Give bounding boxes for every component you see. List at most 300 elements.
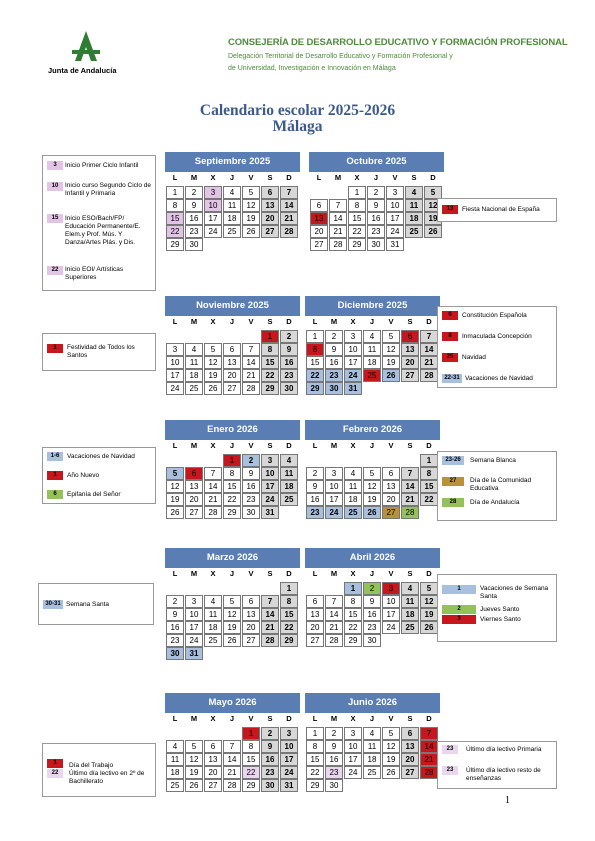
header-line-1: CONSEJERÍA DE DESARROLLO EDUCATIVO Y FORMACIÓN PROFESIONAL	[228, 37, 568, 48]
day-cell: 16	[261, 753, 279, 766]
day-cell: 31	[185, 647, 203, 660]
day-cell: 15	[344, 608, 362, 621]
legend-text: Inicio curso Segundo Ciclo de Infantil y Primaria	[65, 182, 151, 197]
day-name: X	[350, 714, 356, 723]
day-cell: 27	[401, 369, 419, 382]
legend-text: Día de la Comunidad Educativa	[470, 477, 532, 492]
month-header: Septiembre 2025	[165, 152, 300, 172]
day-cell: 10	[166, 356, 184, 369]
day-cell: 21	[325, 621, 343, 634]
legend-swatch: 1	[442, 585, 476, 594]
day-cell: 17	[344, 356, 362, 369]
day-name: J	[229, 714, 235, 723]
day-cell: 8	[223, 467, 241, 480]
legend-text: Inicio EOI/ Artísticas Superiores	[65, 266, 124, 281]
legend-text: Semana Blanca	[470, 457, 516, 464]
day-cell: 8	[344, 595, 362, 608]
day-cell: 5	[166, 467, 184, 480]
day-cell: 19	[185, 766, 203, 779]
day-cell: 10	[344, 740, 362, 753]
day-cell: 9	[280, 343, 298, 356]
legend-diciembre	[437, 306, 557, 388]
day-cell: 19	[204, 369, 222, 382]
page-number: 1	[505, 795, 510, 806]
day-cell: 1	[223, 454, 241, 467]
day-cell: 8	[242, 740, 260, 753]
day-cell: 15	[348, 212, 366, 225]
day-cell: 23	[325, 369, 343, 382]
day-cell: 27	[204, 779, 222, 792]
day-cell: 22	[166, 225, 184, 238]
day-cell: 16	[325, 356, 343, 369]
day-cell: 7	[420, 330, 438, 343]
day-cell: 27	[185, 506, 203, 519]
day-cell: 17	[166, 369, 184, 382]
day-cell: 5	[420, 582, 438, 595]
day-cell: 4	[280, 454, 298, 467]
day-cell: 2	[166, 595, 184, 608]
day-cell: 12	[382, 343, 400, 356]
day-cell: 19	[223, 621, 241, 634]
day-name: D	[430, 173, 436, 182]
day-cell: 22	[306, 766, 324, 779]
day-cell: 10	[185, 608, 203, 621]
day-name: S	[267, 714, 273, 723]
day-cell: 21	[204, 493, 222, 506]
day-cell: 1	[306, 727, 324, 740]
legend-swatch: 1-6	[47, 452, 63, 461]
day-cell: 5	[242, 186, 260, 199]
day-cell: 23	[280, 369, 298, 382]
day-cell: 22	[280, 621, 298, 634]
day-cell: 11	[344, 480, 362, 493]
day-cell: 9	[185, 199, 203, 212]
day-cell: 7	[261, 595, 279, 608]
day-cell: 25	[280, 493, 298, 506]
legend-text: Jueves Santo	[480, 606, 520, 613]
day-cell: 31	[344, 382, 362, 395]
day-cell: 20	[382, 493, 400, 506]
legend-octubre	[437, 198, 557, 222]
day-name: D	[286, 569, 292, 578]
day-cell: 17	[204, 212, 222, 225]
day-cell: 10	[382, 595, 400, 608]
month-header: Enero 2026	[165, 420, 300, 440]
day-cell: 27	[306, 634, 324, 647]
legend-swatch: 23	[442, 745, 458, 754]
legend-text: Semana Santa	[66, 601, 110, 608]
day-cell: 5	[424, 186, 442, 199]
day-cell: 30	[185, 238, 203, 251]
day-cell: 7	[242, 343, 260, 356]
day-name: S	[267, 173, 273, 182]
day-cell: 30	[280, 382, 298, 395]
day-name: S	[267, 441, 273, 450]
day-cell: 24	[185, 634, 203, 647]
day-cell: 26	[424, 225, 442, 238]
day-cell: 27	[261, 225, 279, 238]
day-cell: 7	[325, 595, 343, 608]
day-cell: 17	[382, 608, 400, 621]
day-cell: 30	[242, 506, 260, 519]
day-cell: 21	[261, 621, 279, 634]
day-cell: 8	[261, 343, 279, 356]
day-name: V	[248, 714, 254, 723]
day-cell: 16	[306, 493, 324, 506]
day-cell: 3	[280, 727, 298, 740]
day-cell: 28	[280, 225, 298, 238]
day-cell: 24	[204, 225, 222, 238]
day-cell: 30	[166, 647, 184, 660]
day-cell: 2	[280, 330, 298, 343]
day-cell: 5	[204, 343, 222, 356]
day-cell: 23	[261, 766, 279, 779]
day-cell: 24	[344, 369, 362, 382]
day-cell: 23	[166, 634, 184, 647]
day-name: V	[248, 441, 254, 450]
day-name: L	[312, 441, 318, 450]
day-cell: 14	[401, 480, 419, 493]
day-cell: 12	[363, 480, 381, 493]
legend-swatch: 6	[442, 311, 458, 320]
day-cell: 13	[204, 753, 222, 766]
day-cell: 26	[363, 506, 381, 519]
legend-junio	[437, 741, 557, 789]
day-name: S	[411, 173, 417, 182]
day-cell: 6	[401, 330, 419, 343]
day-cell: 15	[306, 356, 324, 369]
day-cell: 9	[325, 740, 343, 753]
day-cell: 3	[386, 186, 404, 199]
day-name: D	[426, 714, 432, 723]
day-cell: 29	[306, 779, 324, 792]
day-cell: 10	[204, 199, 222, 212]
day-cell: 30	[363, 634, 381, 647]
legend-text: Último día lectivo resto de enseñanzas	[466, 767, 541, 782]
day-cell: 1	[344, 582, 362, 595]
day-cell: 3	[325, 467, 343, 480]
day-name: D	[426, 569, 432, 578]
day-name: L	[312, 714, 318, 723]
day-cell: 1	[280, 582, 298, 595]
day-name: X	[210, 317, 216, 326]
day-cell: 20	[185, 493, 203, 506]
day-cell: 16	[185, 212, 203, 225]
day-cell: 28	[401, 506, 419, 519]
day-cell: 20	[401, 356, 419, 369]
day-cell: 20	[310, 225, 328, 238]
day-cell: 2	[325, 727, 343, 740]
legend-text: Año Nuevo	[67, 472, 100, 479]
day-cell: 17	[185, 621, 203, 634]
day-cell: 19	[382, 356, 400, 369]
day-name: M	[190, 317, 198, 326]
day-cell: 22	[223, 493, 241, 506]
day-cell: 1	[348, 186, 366, 199]
day-cell: 25	[223, 225, 241, 238]
day-cell: 21	[329, 225, 347, 238]
legend-text: Último día lectivo Primaria	[466, 746, 542, 753]
legend-enero	[42, 447, 156, 504]
day-name: M	[330, 441, 338, 450]
day-cell: 21	[223, 766, 241, 779]
day-name: S	[407, 317, 413, 326]
day-cell: 31	[261, 506, 279, 519]
day-cell: 8	[166, 199, 184, 212]
day-name: L	[172, 173, 178, 182]
day-cell: 24	[261, 493, 279, 506]
day-cell: 6	[306, 595, 324, 608]
day-cell: 8	[348, 199, 366, 212]
day-cell: 14	[329, 212, 347, 225]
day-cell: 25	[166, 779, 184, 792]
day-name: J	[369, 714, 375, 723]
legend-text: Fiesta Nacional de España	[462, 206, 540, 213]
day-name: D	[286, 714, 292, 723]
day-name: V	[388, 317, 394, 326]
day-cell: 5	[223, 595, 241, 608]
day-name: J	[369, 569, 375, 578]
day-cell: 4	[185, 343, 203, 356]
day-cell: 17	[386, 212, 404, 225]
legend-swatch: 23-26	[442, 456, 464, 465]
day-name: J	[229, 569, 235, 578]
legend-swatch: 27	[442, 477, 464, 486]
legend-text: Inicio ESO/Bach/FP/ Educación Permanente/E. Elem.y Prof. Mús. Y Danza/Artes Plás. y Dis.	[65, 215, 141, 246]
day-name: X	[210, 173, 216, 182]
legend-swatch: 10	[47, 182, 63, 191]
legend-text: Viernes Santo	[480, 616, 521, 623]
day-cell: 17	[344, 753, 362, 766]
logo-text: Junta de Andalucía	[48, 66, 117, 75]
day-cell: 26	[382, 766, 400, 779]
day-cell: 11	[223, 199, 241, 212]
day-cell: 2	[367, 186, 385, 199]
day-cell: 23	[325, 766, 343, 779]
day-cell: 18	[363, 753, 381, 766]
day-cell: 29	[344, 634, 362, 647]
day-cell: 28	[223, 779, 241, 792]
day-cell: 8	[306, 343, 324, 356]
day-cell: 16	[325, 753, 343, 766]
day-cell: 20	[242, 621, 260, 634]
day-cell: 11	[401, 595, 419, 608]
day-cell: 21	[280, 212, 298, 225]
day-cell: 21	[401, 493, 419, 506]
legend-text: Último día lectivo en 2º de Bachillerato	[69, 770, 145, 785]
day-cell: 29	[223, 506, 241, 519]
day-cell: 6	[242, 595, 260, 608]
legend-text: Inicio Primer Ciclo Infantil	[65, 162, 139, 169]
day-name: S	[407, 569, 413, 578]
day-cell: 20	[204, 766, 222, 779]
day-cell: 12	[424, 199, 442, 212]
day-name: D	[426, 317, 432, 326]
day-cell: 26	[420, 621, 438, 634]
legend-septiembre	[42, 155, 156, 291]
month-header: Diciembre 2025	[305, 296, 440, 316]
day-cell: 6	[261, 186, 279, 199]
legend-swatch: 2	[442, 605, 476, 614]
legend-swatch: 22	[47, 769, 63, 778]
day-name: S	[407, 441, 413, 450]
day-cell: 5	[382, 330, 400, 343]
day-cell: 30	[325, 382, 343, 395]
day-cell: 19	[242, 212, 260, 225]
day-cell: 1	[166, 186, 184, 199]
day-name: V	[248, 317, 254, 326]
day-cell: 19	[382, 753, 400, 766]
day-cell: 14	[420, 740, 438, 753]
day-cell: 9	[367, 199, 385, 212]
day-cell: 29	[166, 238, 184, 251]
day-cell: 25	[185, 382, 203, 395]
day-cell: 12	[420, 595, 438, 608]
day-cell: 12	[382, 740, 400, 753]
day-cell: 14	[261, 608, 279, 621]
day-cell: 9	[261, 740, 279, 753]
day-cell: 4	[363, 330, 381, 343]
day-cell: 29	[306, 382, 324, 395]
day-name: L	[172, 441, 178, 450]
legend-swatch: 13	[442, 205, 458, 214]
day-cell: 9	[306, 480, 324, 493]
day-cell: 2	[325, 330, 343, 343]
day-cell: 23	[306, 506, 324, 519]
day-cell: 28	[420, 766, 438, 779]
day-name: X	[210, 714, 216, 723]
month-header: Febrero 2026	[305, 420, 440, 440]
legend-swatch: 15	[47, 214, 63, 223]
day-cell: 26	[382, 369, 400, 382]
day-cell: 3	[261, 454, 279, 467]
day-cell: 8	[280, 595, 298, 608]
day-cell: 25	[401, 621, 419, 634]
day-cell: 2	[185, 186, 203, 199]
month-header: Mayo 2026	[165, 693, 300, 713]
month-header: Junio 2026	[305, 693, 440, 713]
day-name: J	[229, 317, 235, 326]
legend-swatch: 23	[442, 766, 458, 775]
day-cell: 20	[306, 621, 324, 634]
day-cell: 1	[420, 454, 438, 467]
day-cell: 9	[166, 608, 184, 621]
day-cell: 22	[344, 621, 362, 634]
day-cell: 11	[185, 356, 203, 369]
legend-text: Vacaciones de Navidad	[465, 375, 533, 382]
header-line-2: Delegación Territorial de Desarrollo Educativo y Formación Profesional y	[228, 53, 453, 60]
day-cell: 15	[223, 480, 241, 493]
day-cell: 19	[420, 608, 438, 621]
day-cell: 4	[344, 467, 362, 480]
day-cell: 24	[382, 621, 400, 634]
day-cell: 8	[420, 467, 438, 480]
day-cell: 25	[405, 225, 423, 238]
day-cell: 24	[280, 766, 298, 779]
day-cell: 13	[223, 356, 241, 369]
day-name: L	[172, 714, 178, 723]
header-line-3: de Universidad, Investigación e Innovación en Málaga	[228, 65, 396, 72]
day-cell: 15	[420, 480, 438, 493]
day-cell: 13	[261, 199, 279, 212]
day-cell: 16	[166, 621, 184, 634]
day-cell: 26	[242, 225, 260, 238]
day-cell: 15	[166, 212, 184, 225]
day-cell: 3	[382, 582, 400, 595]
day-cell: 5	[382, 727, 400, 740]
day-cell: 30	[261, 779, 279, 792]
day-cell: 16	[363, 608, 381, 621]
day-name: M	[190, 714, 198, 723]
day-name: V	[388, 714, 394, 723]
day-name: V	[388, 569, 394, 578]
day-cell: 3	[344, 727, 362, 740]
day-cell: 22	[348, 225, 366, 238]
day-name: S	[267, 569, 273, 578]
day-cell: 15	[280, 608, 298, 621]
day-cell: 29	[348, 238, 366, 251]
month-header: Marzo 2026	[165, 548, 300, 568]
day-cell: 9	[363, 595, 381, 608]
day-cell: 14	[223, 753, 241, 766]
day-name: L	[316, 173, 322, 182]
day-cell: 4	[405, 186, 423, 199]
day-cell: 30	[325, 779, 343, 792]
day-name: J	[373, 173, 379, 182]
day-cell: 7	[420, 727, 438, 740]
day-cell: 17	[325, 493, 343, 506]
day-cell: 27	[223, 382, 241, 395]
legend-text: Inmaculada Concepción	[462, 333, 532, 340]
day-cell: 8	[306, 740, 324, 753]
day-cell: 9	[242, 467, 260, 480]
day-cell: 28	[204, 506, 222, 519]
day-name: M	[334, 173, 342, 182]
day-name: J	[369, 441, 375, 450]
day-cell: 10	[325, 480, 343, 493]
day-cell: 26	[166, 506, 184, 519]
day-cell: 24	[166, 382, 184, 395]
day-cell: 12	[204, 356, 222, 369]
day-cell: 13	[401, 740, 419, 753]
day-cell: 4	[401, 582, 419, 595]
day-cell: 18	[166, 766, 184, 779]
day-cell: 6	[223, 343, 241, 356]
day-cell: 30	[367, 238, 385, 251]
legend-text: Vacaciones de Navidad	[67, 453, 135, 460]
day-cell: 4	[204, 595, 222, 608]
day-name: D	[426, 441, 432, 450]
legend-text: Día del Trabajo	[69, 762, 114, 769]
day-cell: 26	[223, 634, 241, 647]
day-name: M	[190, 441, 198, 450]
day-cell: 5	[185, 740, 203, 753]
day-cell: 25	[344, 506, 362, 519]
day-cell: 21	[420, 356, 438, 369]
day-cell: 7	[329, 199, 347, 212]
day-cell: 18	[363, 356, 381, 369]
legend-text: Día de Andalucía	[470, 499, 520, 506]
day-name: M	[330, 569, 338, 578]
day-cell: 13	[306, 608, 324, 621]
day-cell: 17	[261, 480, 279, 493]
day-name: D	[286, 173, 292, 182]
day-cell: 7	[223, 740, 241, 753]
day-name: V	[248, 569, 254, 578]
day-name: S	[407, 714, 413, 723]
day-cell: 24	[344, 766, 362, 779]
day-cell: 11	[363, 740, 381, 753]
